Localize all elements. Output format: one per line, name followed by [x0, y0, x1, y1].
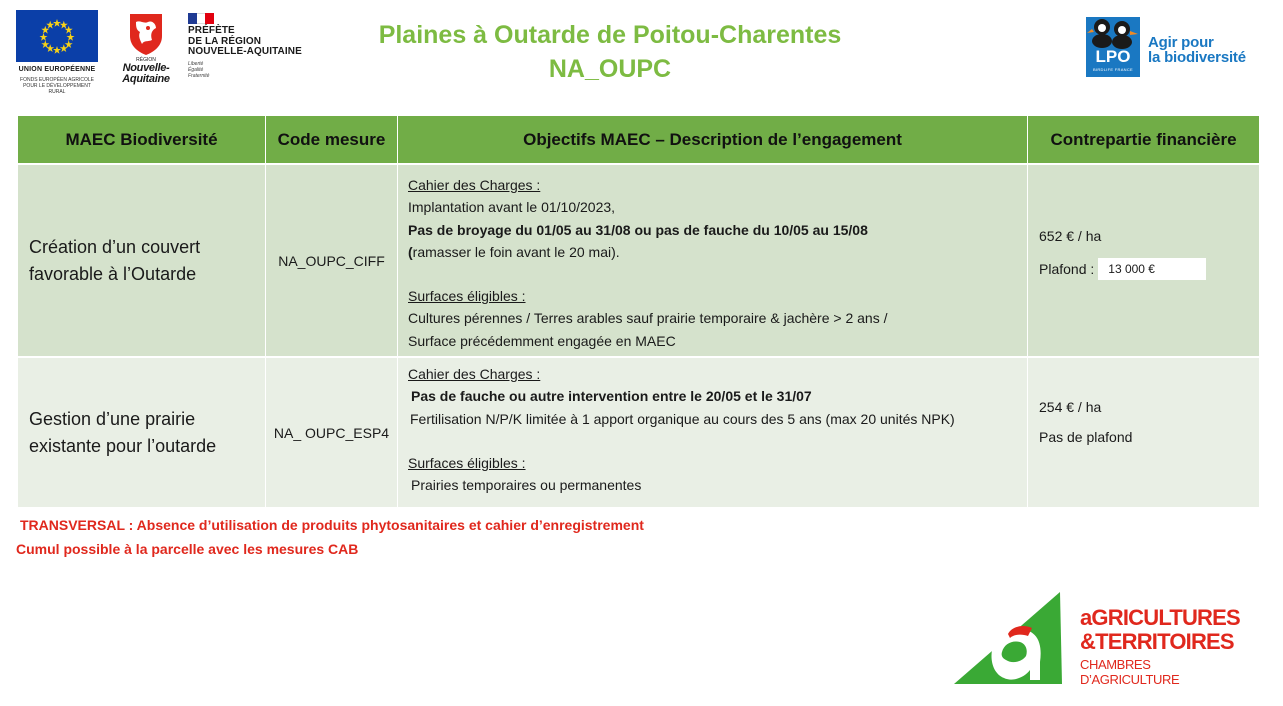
- prefet-line3: NOUVELLE-AQUITAINE: [188, 46, 302, 57]
- amount-per-ha: 254 € / ha: [1039, 399, 1102, 415]
- lpo-tagline: [1148, 35, 1246, 65]
- measure-description: [398, 358, 1028, 509]
- charges-line-3-bold: (: [408, 243, 413, 260]
- page-title: [300, 18, 920, 86]
- measure-name-line2: favorable à l’Outarde: [29, 263, 197, 284]
- agri-line1: aGRICULTURES: [1080, 605, 1240, 630]
- charges-line: Implantation avant le 01/10/2023,: [408, 199, 616, 216]
- title-line1: Plaines à Outarde de Poitou-Charentes: [378, 21, 842, 49]
- agri-line3: CHAMBRES D’AGRICULTURE: [1080, 657, 1180, 687]
- charges-title: Cahier des Charges :: [408, 177, 541, 193]
- ceiling-label: Plafond :: [1039, 261, 1095, 277]
- measure-financial: [1028, 358, 1259, 509]
- eu-logo: [16, 10, 98, 95]
- amount-per-ha: 652 € / ha: [1039, 228, 1102, 244]
- prefet-motto-2: Égalité: [188, 66, 204, 73]
- charges-title: Cahier des Charges :: [408, 366, 541, 382]
- agriculture-a-icon: [952, 590, 1072, 688]
- lpo-tagline-1: Agir pour: [1148, 34, 1214, 51]
- header-objectifs: Objectifs MAEC – Description de l’engagement: [398, 116, 1028, 165]
- surfaces-line-2: Surface précédemment engagée en MAEC: [408, 332, 676, 349]
- eu-flag-icon: [16, 10, 98, 62]
- charges-line-bold: Pas de fauche ou autre intervention entre le 20/05 et le 31/07: [411, 388, 812, 405]
- prefet-line2: DE LA RÉGION: [188, 35, 262, 47]
- region-logo: [114, 12, 178, 85]
- french-flag-icon: [188, 13, 214, 24]
- transversal-note: TRANSVERSAL : Absence d’utilisation de produits phytosanitaires et cahier d’enregistrement: [20, 517, 644, 533]
- measure-name: [18, 358, 266, 509]
- region-crest-icon: [126, 12, 166, 56]
- eu-fund-text: FONDS EUROPÉEN AGRICOLE POUR LE DÉVELOPPEMENT RURAL: [20, 77, 94, 95]
- lpo-country: BIRDLIFE FRANCE: [1092, 67, 1134, 72]
- region-name-line2: Aquitaine: [122, 73, 170, 85]
- agri-line2: &TERRITOIRES: [1080, 629, 1234, 654]
- lpo-text: LPO: [1095, 47, 1131, 66]
- ceiling-row: [1039, 258, 1259, 280]
- charges-line: Fertilisation N/P/K limitée à 1 apport organique au cours des 5 ans (max 20 unités NPK): [410, 410, 955, 427]
- measure-financial: [1028, 165, 1259, 358]
- title-line2: NA_OUPC: [548, 55, 672, 83]
- surfaces-line: Cultures pérennes / Terres arables sauf prairie temporaire & jachère > 2 ans /: [408, 310, 888, 327]
- ceiling-value: 13 000 €: [1098, 258, 1206, 280]
- header-code: Code mesure: [266, 116, 398, 165]
- ceiling-text: Pas de plafond: [1039, 429, 1133, 445]
- lpo-tagline-2: la biodiversité: [1148, 49, 1246, 66]
- measures-table: [18, 116, 1259, 509]
- measure-code: NA_ OUPC_ESP4: [266, 358, 398, 509]
- prefet-motto-3: Fraternité: [188, 72, 210, 79]
- surfaces-line: Prairies temporaires ou permanentes: [411, 477, 642, 494]
- header-maec: MAEC Biodiversité: [18, 116, 266, 165]
- prefet-motto-1: Liberté: [188, 60, 204, 67]
- measure-code: NA_OUPC_CIFF: [266, 165, 398, 358]
- chambres-agriculture-logo: [952, 590, 1252, 688]
- region-name-line1: Nouvelle-: [122, 62, 170, 74]
- measure-name-line2: existante pour l’outarde: [29, 435, 217, 456]
- charges-line-3: [408, 241, 1027, 263]
- measure-name-line1: Création d’un couvert: [29, 236, 201, 257]
- lpo-square: [1086, 17, 1140, 77]
- prefet-logo: [188, 13, 318, 79]
- measure-name: [18, 165, 266, 358]
- lpo-logo: [1086, 17, 1256, 79]
- cumul-note: Cumul possible à la parcelle avec les mesures CAB: [16, 541, 359, 557]
- table-row: [18, 165, 1259, 358]
- prefet-line1: PRÉFÈTE: [188, 25, 235, 36]
- measure-description: [398, 165, 1028, 358]
- header-contrepartie: Contrepartie financière: [1028, 116, 1259, 165]
- measure-name-line1: Gestion d’une prairie: [29, 408, 196, 429]
- charges-line-bold: Pas de broyage du 01/05 au 31/08 ou pas de fauche du 10/05 au 15/08: [408, 221, 868, 238]
- charges-line-3-text: ramasser le foin avant le 20 mai).: [412, 243, 620, 260]
- table-row: [18, 358, 1259, 509]
- eu-name: UNION EUROPÉENNE: [18, 66, 96, 73]
- region-small-label: RÉGION: [136, 57, 156, 63]
- notes: [16, 513, 644, 561]
- surfaces-title: Surfaces éligibles :: [408, 454, 526, 471]
- table-header-row: [18, 116, 1259, 165]
- surfaces-title: Surfaces éligibles :: [408, 288, 526, 305]
